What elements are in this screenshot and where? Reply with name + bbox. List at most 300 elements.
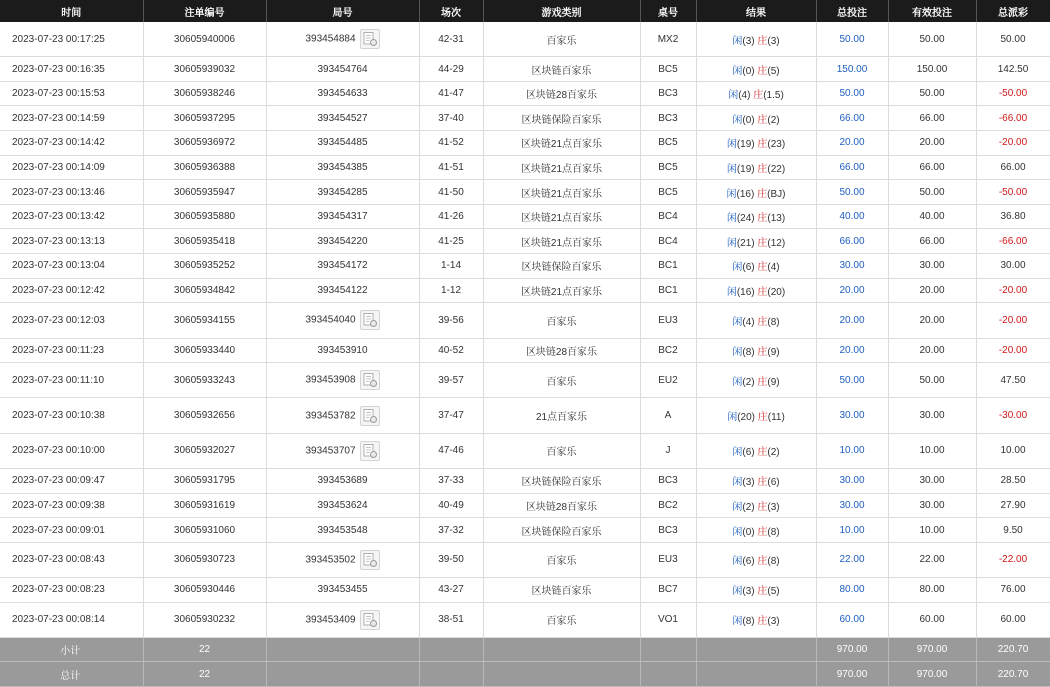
- summary-empty: [640, 662, 696, 687]
- cell-valid-bet: 50.00: [888, 180, 976, 205]
- table-row[interactable]: [0, 229, 1050, 254]
- cell-game: 区块链21点百家乐: [483, 229, 640, 254]
- cell-round-no: [266, 338, 419, 363]
- cell-result: [696, 433, 816, 468]
- cell-table: A: [640, 398, 696, 433]
- cell-payout: 142.50: [976, 57, 1050, 82]
- cell-total-bet: 50.00: [816, 22, 888, 57]
- col-header-valid-bet: 有效投注: [888, 0, 976, 22]
- result-player-label: 闲: [732, 346, 743, 358]
- cell-payout: 36.80: [976, 204, 1050, 229]
- cell-payout: -20.00: [976, 338, 1050, 363]
- result-player-points: (21): [736, 237, 755, 249]
- result-player-label: 闲: [726, 163, 737, 175]
- round-detail-icon[interactable]: [360, 370, 380, 390]
- result-player-label: 闲: [732, 501, 743, 513]
- col-header-round-no: 局号: [266, 0, 419, 22]
- cell-total-bet: 150.00: [816, 57, 888, 82]
- cell-time: 2023-07-23 00:13:46: [0, 180, 143, 205]
- cell-time: 2023-07-23 00:16:35: [0, 57, 143, 82]
- cell-total-bet: 20.00: [816, 131, 888, 156]
- table-row[interactable]: [0, 398, 1050, 433]
- cell-bet-no: 30605940006: [143, 22, 266, 57]
- summary-empty: [483, 662, 640, 687]
- round-no-text: 393454220: [317, 235, 368, 247]
- cell-time: 2023-07-23 00:11:23: [0, 338, 143, 363]
- round-no-text: 393453624: [317, 499, 368, 511]
- cell-table: BC3: [640, 81, 696, 106]
- result-player-points: (0): [742, 526, 755, 538]
- summary-row: [0, 662, 1050, 687]
- result-player-points: (8): [742, 616, 755, 628]
- cell-valid-bet: 50.00: [888, 22, 976, 57]
- summary-empty: [640, 637, 696, 662]
- round-no-text: 393453455: [317, 584, 368, 596]
- cell-payout: -50.00: [976, 81, 1050, 106]
- cell-bet-no: 30605935418: [143, 229, 266, 254]
- cell-payout: -20.00: [976, 131, 1050, 156]
- table-row[interactable]: [0, 81, 1050, 106]
- result-player-label: 闲: [726, 237, 737, 249]
- round-no-text: 393453908: [305, 374, 356, 386]
- summary-empty: [696, 662, 816, 687]
- cell-bet-no: 30605932027: [143, 433, 266, 468]
- round-no-text: 393453782: [305, 410, 356, 422]
- cell-total-bet: 80.00: [816, 578, 888, 603]
- cell-round-no: [266, 155, 419, 180]
- cell-round-no: [266, 433, 419, 468]
- cell-round-no: [266, 106, 419, 131]
- cell-result: [696, 493, 816, 518]
- cell-bet-no: 30605938246: [143, 81, 266, 106]
- cell-payout: 47.50: [976, 363, 1050, 398]
- result-player-points: (6): [742, 556, 755, 568]
- table-row[interactable]: [0, 578, 1050, 603]
- summary-label: 总计: [0, 662, 143, 687]
- cell-round-no: [266, 229, 419, 254]
- cell-time: 2023-07-23 00:10:00: [0, 433, 143, 468]
- cell-payout: 66.00: [976, 155, 1050, 180]
- cell-valid-bet: 30.00: [888, 254, 976, 279]
- result-banker-points: (11): [767, 412, 785, 424]
- cell-shoe: 44-29: [419, 57, 483, 82]
- result-banker-label: 庄: [757, 412, 768, 424]
- cell-result: [696, 363, 816, 398]
- cell-time: 2023-07-23 00:13:04: [0, 254, 143, 279]
- result-banker-label: 庄: [757, 286, 768, 298]
- cell-game: 21点百家乐: [483, 398, 640, 433]
- cell-total-bet: 10.00: [816, 518, 888, 543]
- cell-valid-bet: 66.00: [888, 229, 976, 254]
- cell-total-bet: 20.00: [816, 338, 888, 363]
- cell-result: [696, 602, 816, 637]
- cell-game: 区块链28百家乐: [483, 81, 640, 106]
- result-player-points: (6): [742, 447, 755, 459]
- result-banker-label: 庄: [757, 188, 768, 200]
- round-detail-icon[interactable]: [360, 550, 380, 570]
- cell-table: MX2: [640, 22, 696, 57]
- summary-valid-bet: 970.00: [888, 662, 976, 687]
- result-banker-points: (6): [767, 477, 780, 489]
- summary-empty: [266, 637, 419, 662]
- result-banker-label: 庄: [757, 376, 768, 388]
- result-player-points: (4): [738, 90, 751, 102]
- cell-bet-no: 30605936972: [143, 131, 266, 156]
- cell-bet-no: 30605933243: [143, 363, 266, 398]
- summary-empty: [419, 662, 483, 687]
- round-no-text: 393453548: [317, 524, 368, 536]
- cell-shoe: 37-32: [419, 518, 483, 543]
- col-header-game: 游戏类别: [483, 0, 640, 22]
- cell-time: 2023-07-23 00:17:25: [0, 22, 143, 57]
- cell-total-bet: 30.00: [816, 493, 888, 518]
- result-banker-points: (BJ): [767, 188, 786, 200]
- col-header-result: 结果: [696, 0, 816, 22]
- result-banker-label: 庄: [753, 90, 764, 102]
- cell-table: EU2: [640, 363, 696, 398]
- result-banker-points: (9): [767, 376, 780, 388]
- result-player-label: 闲: [732, 477, 743, 489]
- cell-table: BC4: [640, 229, 696, 254]
- result-banker-label: 庄: [757, 163, 768, 175]
- cell-game: 百家乐: [483, 542, 640, 577]
- col-header-bet-no: 注单编号: [143, 0, 266, 22]
- round-detail-icon[interactable]: [360, 441, 380, 461]
- cell-table: BC1: [640, 254, 696, 279]
- cell-table: BC3: [640, 518, 696, 543]
- cell-payout: 50.00: [976, 22, 1050, 57]
- cell-valid-bet: 150.00: [888, 57, 976, 82]
- cell-shoe: 42-31: [419, 22, 483, 57]
- result-banker-points: (5): [767, 65, 780, 77]
- round-no-text: 393454122: [317, 284, 368, 296]
- cell-time: 2023-07-23 00:14:59: [0, 106, 143, 131]
- cell-time: 2023-07-23 00:08:23: [0, 578, 143, 603]
- cell-bet-no: 30605937295: [143, 106, 266, 131]
- cell-result: [696, 22, 816, 57]
- cell-result: [696, 106, 816, 131]
- table-row[interactable]: [0, 204, 1050, 229]
- result-player-points: (8): [742, 346, 755, 358]
- cell-payout: -20.00: [976, 303, 1050, 338]
- cell-game: 区块链保险百家乐: [483, 254, 640, 279]
- cell-round-no: [266, 363, 419, 398]
- result-banker-label: 庄: [757, 346, 768, 358]
- result-player-label: 闲: [727, 412, 738, 424]
- cell-result: [696, 81, 816, 106]
- result-player-label: 闲: [726, 286, 737, 298]
- cell-game: 区块链保险百家乐: [483, 469, 640, 494]
- table-row[interactable]: [0, 303, 1050, 338]
- result-banker-points: (13): [767, 213, 786, 225]
- cell-payout: 27.90: [976, 493, 1050, 518]
- cell-table: EU3: [640, 303, 696, 338]
- cell-game: 区块链百家乐: [483, 578, 640, 603]
- cell-round-no: [266, 254, 419, 279]
- cell-total-bet: 40.00: [816, 204, 888, 229]
- col-header-time: 时间: [0, 0, 143, 22]
- cell-payout: 76.00: [976, 578, 1050, 603]
- round-no-text: 393453910: [317, 344, 368, 356]
- cell-shoe: 39-56: [419, 303, 483, 338]
- cell-game: 百家乐: [483, 602, 640, 637]
- summary-payout: 220.70: [976, 662, 1050, 687]
- result-banker-label: 庄: [757, 526, 768, 538]
- cell-table: BC2: [640, 338, 696, 363]
- cell-valid-bet: 22.00: [888, 542, 976, 577]
- table-row[interactable]: [0, 542, 1050, 577]
- col-header-shoe: 场次: [419, 0, 483, 22]
- col-header-total-bet: 总投注: [816, 0, 888, 22]
- result-banker-points: (8): [767, 556, 780, 568]
- result-player-points: (4): [742, 316, 755, 328]
- cell-shoe: 41-50: [419, 180, 483, 205]
- result-player-label: 闲: [728, 90, 739, 102]
- cell-round-no: [266, 81, 419, 106]
- summary-count: 22: [143, 662, 266, 687]
- cell-round-no: [266, 57, 419, 82]
- cell-game: 区块链21点百家乐: [483, 278, 640, 303]
- cell-time: 2023-07-23 00:13:13: [0, 229, 143, 254]
- round-no-text: 393453689: [317, 475, 368, 487]
- cell-payout: -50.00: [976, 180, 1050, 205]
- table-row[interactable]: [0, 493, 1050, 518]
- cell-valid-bet: 50.00: [888, 363, 976, 398]
- cell-total-bet: 66.00: [816, 155, 888, 180]
- cell-result: [696, 398, 816, 433]
- cell-payout: 28.50: [976, 469, 1050, 494]
- cell-time: 2023-07-23 00:09:38: [0, 493, 143, 518]
- table-row[interactable]: [0, 602, 1050, 637]
- table-row[interactable]: [0, 180, 1050, 205]
- cell-valid-bet: 20.00: [888, 338, 976, 363]
- result-banker-points: (2): [767, 447, 780, 459]
- result-player-points: (20): [737, 412, 755, 424]
- cell-shoe: 40-52: [419, 338, 483, 363]
- cell-valid-bet: 60.00: [888, 602, 976, 637]
- table-row[interactable]: [0, 469, 1050, 494]
- result-banker-points: (3): [767, 501, 780, 513]
- result-banker-points: (9): [767, 346, 780, 358]
- cell-total-bet: 20.00: [816, 303, 888, 338]
- result-player-points: (24): [736, 213, 755, 225]
- cell-round-no: [266, 278, 419, 303]
- round-no-text: 393454172: [317, 260, 368, 272]
- round-detail-icon[interactable]: [360, 610, 380, 630]
- cell-valid-bet: 66.00: [888, 155, 976, 180]
- result-banker-label: 庄: [757, 139, 768, 151]
- result-banker-points: (20): [767, 286, 786, 298]
- cell-game: 百家乐: [483, 303, 640, 338]
- table-row[interactable]: [0, 57, 1050, 82]
- summary-row: [0, 637, 1050, 662]
- round-detail-icon[interactable]: [360, 310, 380, 330]
- cell-result: [696, 303, 816, 338]
- table-row[interactable]: [0, 278, 1050, 303]
- cell-valid-bet: 20.00: [888, 303, 976, 338]
- cell-payout: 30.00: [976, 254, 1050, 279]
- cell-table: BC5: [640, 180, 696, 205]
- cell-result: [696, 57, 816, 82]
- cell-shoe: 1-14: [419, 254, 483, 279]
- cell-bet-no: 30605931619: [143, 493, 266, 518]
- result-player-label: 闲: [732, 65, 743, 77]
- cell-result: [696, 518, 816, 543]
- cell-result: [696, 180, 816, 205]
- cell-payout: 10.00: [976, 433, 1050, 468]
- summary-empty: [696, 637, 816, 662]
- cell-total-bet: 66.00: [816, 106, 888, 131]
- result-banker-points: (22): [767, 163, 786, 175]
- result-player-points: (16): [736, 286, 755, 298]
- result-player-points: (2): [742, 501, 755, 513]
- cell-round-no: [266, 578, 419, 603]
- result-player-label: 闲: [732, 556, 743, 568]
- cell-total-bet: 66.00: [816, 229, 888, 254]
- result-banker-points: (3): [767, 616, 780, 628]
- cell-round-no: [266, 493, 419, 518]
- cell-total-bet: 22.00: [816, 542, 888, 577]
- cell-shoe: 39-57: [419, 363, 483, 398]
- summary-empty: [419, 637, 483, 662]
- cell-table: BC5: [640, 131, 696, 156]
- cell-valid-bet: 30.00: [888, 493, 976, 518]
- cell-table: BC7: [640, 578, 696, 603]
- cell-table: BC3: [640, 106, 696, 131]
- table-row[interactable]: [0, 106, 1050, 131]
- cell-bet-no: 30605932656: [143, 398, 266, 433]
- table-row[interactable]: [0, 338, 1050, 363]
- round-no-text: 393454633: [317, 88, 368, 100]
- result-banker-label: 庄: [757, 262, 768, 274]
- result-banker-points: (2): [767, 114, 780, 126]
- cell-result: [696, 155, 816, 180]
- cell-bet-no: 30605931060: [143, 518, 266, 543]
- cell-bet-no: 30605935947: [143, 180, 266, 205]
- cell-bet-no: 30605935880: [143, 204, 266, 229]
- table-row[interactable]: [0, 155, 1050, 180]
- result-player-points: (19): [736, 139, 755, 151]
- cell-time: 2023-07-23 00:12:42: [0, 278, 143, 303]
- summary-count: 22: [143, 637, 266, 662]
- result-player-points: (3): [742, 586, 755, 598]
- cell-table: EU3: [640, 542, 696, 577]
- cell-bet-no: 30605934842: [143, 278, 266, 303]
- table-row[interactable]: [0, 254, 1050, 279]
- result-banker-label: 庄: [757, 65, 768, 77]
- cell-table: BC4: [640, 204, 696, 229]
- cell-round-no: [266, 602, 419, 637]
- result-player-points: (3): [742, 35, 755, 47]
- cell-bet-no: 30605930723: [143, 542, 266, 577]
- result-player-label: 闲: [732, 376, 743, 388]
- round-no-text: 393454527: [317, 112, 368, 124]
- result-banker-points: (23): [767, 139, 786, 151]
- result-banker-label: 庄: [757, 237, 768, 249]
- cell-valid-bet: 10.00: [888, 518, 976, 543]
- cell-payout: -20.00: [976, 278, 1050, 303]
- round-detail-icon[interactable]: [360, 406, 380, 426]
- result-player-label: 闲: [732, 616, 743, 628]
- table-row[interactable]: [0, 131, 1050, 156]
- cell-shoe: 43-27: [419, 578, 483, 603]
- cell-result: [696, 469, 816, 494]
- cell-time: 2023-07-23 00:08:43: [0, 542, 143, 577]
- cell-table: BC2: [640, 493, 696, 518]
- result-player-label: 闲: [726, 213, 737, 225]
- table-header: [0, 0, 1050, 22]
- cell-time: 2023-07-23 00:09:01: [0, 518, 143, 543]
- round-no-text: 393454040: [305, 315, 356, 327]
- cell-result: [696, 338, 816, 363]
- summary-empty: [266, 662, 419, 687]
- cell-game: 区块链28百家乐: [483, 338, 640, 363]
- result-player-points: (3): [742, 477, 755, 489]
- cell-round-no: [266, 204, 419, 229]
- result-player-label: 闲: [732, 586, 743, 598]
- cell-shoe: 41-52: [419, 131, 483, 156]
- cell-time: 2023-07-23 00:14:42: [0, 131, 143, 156]
- cell-shoe: 39-50: [419, 542, 483, 577]
- summary-payout: 220.70: [976, 637, 1050, 662]
- round-no-text: 393454285: [317, 186, 368, 198]
- result-banker-label: 庄: [757, 501, 768, 513]
- result-player-points: (0): [742, 114, 755, 126]
- summary-label: 小计: [0, 637, 143, 662]
- result-player-points: (2): [742, 376, 755, 388]
- cell-round-no: [266, 398, 419, 433]
- cell-round-no: [266, 22, 419, 57]
- cell-game: 区块链21点百家乐: [483, 180, 640, 205]
- round-detail-icon[interactable]: [360, 29, 380, 49]
- cell-result: [696, 229, 816, 254]
- cell-payout: -30.00: [976, 398, 1050, 433]
- round-no-text: 393454317: [317, 211, 368, 223]
- cell-shoe: 41-25: [419, 229, 483, 254]
- result-player-label: 闲: [732, 526, 743, 538]
- cell-round-no: [266, 518, 419, 543]
- cell-valid-bet: 80.00: [888, 578, 976, 603]
- cell-valid-bet: 30.00: [888, 469, 976, 494]
- cell-result: [696, 542, 816, 577]
- result-banker-label: 庄: [757, 213, 768, 225]
- table-row[interactable]: [0, 363, 1050, 398]
- cell-valid-bet: 30.00: [888, 398, 976, 433]
- cell-valid-bet: 50.00: [888, 81, 976, 106]
- table-row[interactable]: [0, 433, 1050, 468]
- cell-result: [696, 204, 816, 229]
- result-banker-label: 庄: [757, 477, 768, 489]
- result-banker-label: 庄: [757, 114, 768, 126]
- cell-shoe: 41-51: [419, 155, 483, 180]
- cell-total-bet: 30.00: [816, 254, 888, 279]
- table-row[interactable]: [0, 518, 1050, 543]
- cell-shoe: 38-51: [419, 602, 483, 637]
- cell-valid-bet: 10.00: [888, 433, 976, 468]
- table-row[interactable]: [0, 22, 1050, 57]
- cell-game: 区块链保险百家乐: [483, 106, 640, 131]
- result-player-label: 闲: [726, 188, 737, 200]
- cell-valid-bet: 66.00: [888, 106, 976, 131]
- result-player-points: (16): [736, 188, 755, 200]
- round-no-text: 393454485: [317, 137, 368, 149]
- cell-result: [696, 131, 816, 156]
- cell-round-no: [266, 303, 419, 338]
- cell-game: 区块链21点百家乐: [483, 155, 640, 180]
- result-banker-label: 庄: [757, 316, 768, 328]
- cell-total-bet: 50.00: [816, 180, 888, 205]
- cell-game: 百家乐: [483, 22, 640, 57]
